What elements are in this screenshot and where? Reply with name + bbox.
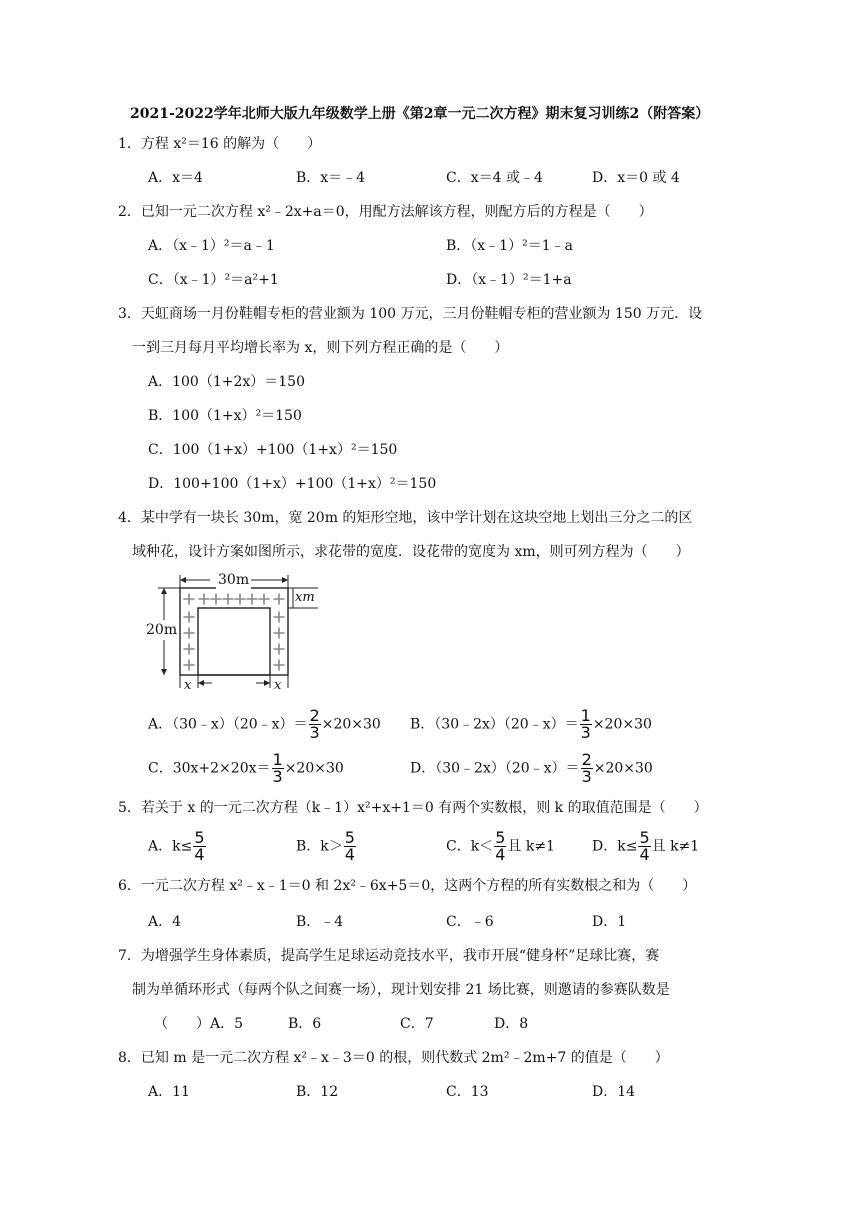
q3-stem-line2: 一到三月每月平均增长率为 x，则下列方程正确的是（ ） [132, 340, 509, 356]
q7-stem-line2: 制为单循环形式（每两个队之间赛一场），现计划安排 21 场比赛，则邀请的参赛队数是 [132, 982, 670, 998]
figure-width-label: 20m [146, 622, 178, 638]
q2-option-a: A．（x﹣1）²＝a﹣1 [148, 238, 275, 254]
q7-option-d: D．8 [494, 1016, 529, 1032]
q4-stem-line1: 4．某中学有一块长 30m，宽 20m 的矩形空地，该中学计划在这块空地上划出三分之二的区 [118, 510, 693, 526]
q6-stem: 6．一元二次方程 x²﹣x﹣1＝0 和 2x²﹣6x+5＝0，这两个方程的所有实数根之和为（ ） [118, 878, 697, 894]
figure-bottom-right-x: x [274, 678, 282, 693]
q4-stem-line2: 域种花，设计方案如图所示，求花带的宽度．设花带的宽度为 xm，则可列方程为（ ） [132, 544, 690, 560]
q3-option-a: A．100（1+2x）＝150 [148, 374, 305, 390]
q7-option-a: A．5 [210, 1016, 244, 1032]
q6-option-a: A．4 [148, 914, 182, 930]
q8-option-a: A．11 [148, 1084, 190, 1100]
q2-stem: 2．已知一元二次方程 x²﹣2x+a＝0，用配方法解该方程，则配方后的方程是（ ） [118, 204, 653, 220]
q4-option-b: B．（30﹣2x）（20﹣x）＝ $\frac{1}{3}$ ×20×30 [410, 706, 652, 742]
q3-option-b: B．100（1+x）²＝150 [148, 408, 302, 424]
q5-option-d: D．k≤ $\frac{5}{4}$ 且 k≠1 [592, 828, 700, 864]
q3-option-c: C．100（1+x）+100（1+x）²＝150 [148, 442, 398, 458]
q7-option-b: B．6 [288, 1016, 322, 1032]
q4-option-d: D．（30﹣2x）（20﹣x）＝ $\frac{2}{3}$ ×20×30 [410, 750, 653, 786]
q1-stem: 1．方程 x²＝16 的解为（ ） [118, 136, 322, 152]
q3-option-d: D．100+100（1+x）+100（1+x）²＝150 [148, 476, 437, 492]
figure-strip-width-label: xm [295, 590, 315, 605]
q5-option-a: A．k≤ $\frac{5}{4}$ [148, 828, 205, 864]
q3-stem-line1: 3．天虹商场一月份鞋帽专柜的营业额为 100 万元，三月份鞋帽专柜的营业额为 150 万元．设 [118, 306, 703, 322]
q8-option-d: D．14 [592, 1084, 636, 1100]
q1-option-c: C．x＝4 或﹣4 [446, 170, 543, 186]
q6-option-d: D．1 [592, 914, 627, 930]
flower-bed-diagram [146, 572, 322, 694]
q7-option-c: C．7 [400, 1016, 434, 1032]
q2-option-d: D．（x﹣1）²＝1+a [446, 272, 572, 288]
q8-option-c: C．13 [446, 1084, 489, 1100]
q5-option-c: C．k＜ $\frac{5}{4}$ 且 k≠1 [446, 828, 555, 864]
q2-option-c: C．（x﹣1）²＝a²+1 [148, 272, 279, 288]
q8-option-b: B．12 [296, 1084, 339, 1100]
q5-stem: 5．若关于 x 的一元二次方程（k﹣1）x²+x+1＝0 有两个实数根，则 k 的取值范围是（ ） [118, 800, 708, 816]
figure-bottom-left-x: x [184, 678, 192, 693]
q6-option-b: B．﹣4 [296, 914, 344, 930]
q6-option-c: C．﹣6 [446, 914, 494, 930]
q7-stem-line1: 7．为增强学生身体素质，提高学生足球运动竞技水平，我市开展“健身杯”足球比赛，赛 [118, 948, 660, 964]
q1-option-d: D．x＝0 或 4 [592, 170, 680, 186]
q1-option-a: A．x＝4 [148, 170, 203, 186]
q4-option-c: C．30x+2×20x＝ $\frac{1}{3}$ ×20×30 [148, 750, 344, 786]
q2-option-b: B．（x﹣1）²＝1﹣a [446, 238, 573, 254]
page-title: 2021-2022学年北师大版九年级数学上册《第2章一元二次方程》期末复习训练2（附答案） [130, 106, 710, 122]
q7-answer-blank: （ ） [154, 1016, 210, 1032]
q8-stem: 8．已知 m 是一元二次方程 x²﹣x﹣3＝0 的根，则代数式 2m²﹣2m+7 的值是（ ） [118, 1050, 669, 1066]
q1-option-b: B．x＝﹣4 [296, 170, 366, 186]
figure-length-label: 30m [218, 572, 250, 588]
q5-option-b: B．k＞ $\frac{5}{4}$ [296, 828, 355, 864]
q4-option-a: A．（30﹣x）（20﹣x）＝ $\frac{2}{3}$ ×20×30 [148, 706, 381, 742]
